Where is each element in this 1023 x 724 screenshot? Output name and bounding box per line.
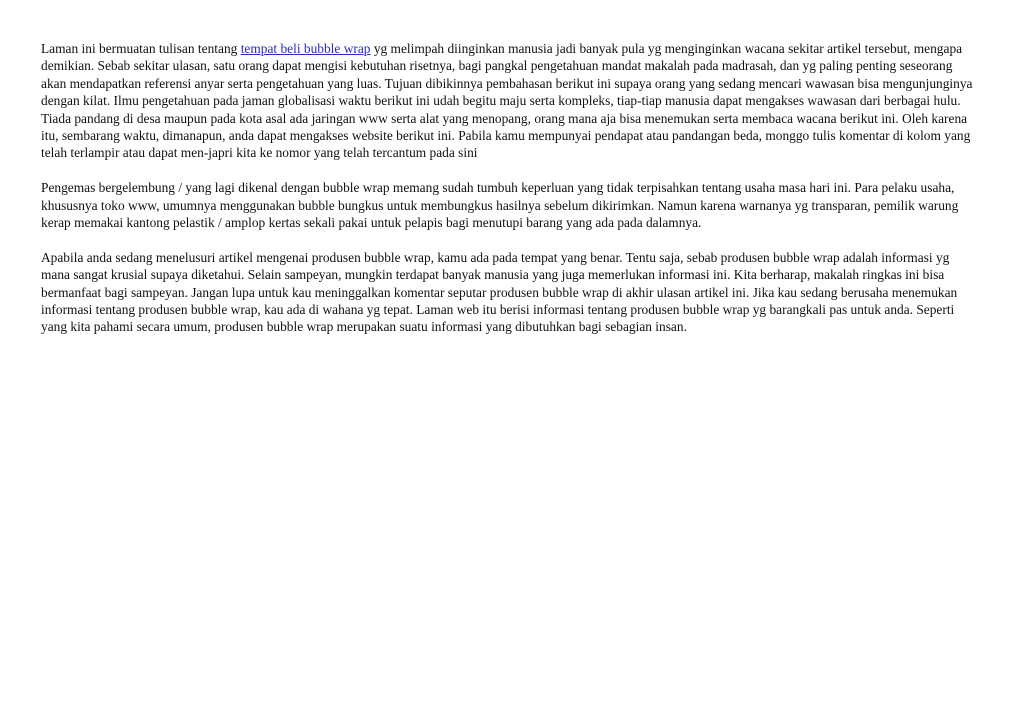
paragraph-intro-lead: Laman ini bermuatan tulisan tentang [41,41,241,56]
tempat-beli-bubble-wrap-link[interactable]: tempat beli bubble wrap [240,41,371,56]
paragraph-intro [41,40,981,162]
document-body [41,40,981,353]
paragraph-bubble-wrap-usage: Pengemas bergelembung / yang lagi dikenal dengan bubble wrap memang sudah tumbuh keperluan yang tidak terpisahkan tentang usaha masa hari ini. Para pelaku usaha, khususnya toko www, umumnya menggunakan bubble bungkus untuk membungkus hasilnya sebelum dikirimkan. Namun karena warnanya yg transparan, pemilik warung kerap memakai kantong pelastik / amplop kertas sekali pakai untuk pelapis bagi menutupi barang yang ada pada dalamnya. [41,180,959,231]
paragraph-produsen-bubble-wrap: Apabila anda sedang menelusuri artikel mengenai produsen bubble wrap, kamu ada pada tempat yang benar. Tentu saja, sebab produsen bubble wrap adalah informasi yg mana sangat krusial supaya diketahui. Selain sampeyan, mungkin terdapat banyak manusia yang juga memerlukan informasi ini. Kita berharap, makalah ringkas ini bisa bermanfaat bagi sampeyan. Jangan lupa untuk kau meninggalkan komentar seputar produsen bubble wrap di akhir ulasan artikel ini. Jika kau sedang berusaha menemukan informasi tentang produsen bubble wrap, kau ada di wahana yg tepat. Laman web itu berisi informasi tentang produsen bubble wrap yg barangkali pas untuk anda. Seperti yang kita pahami secara umum, produsen bubble wrap merupakan suatu informasi yang dibutuhkan bagi sebagian insan. [41,249,958,335]
paragraph-intro-rest: yg melimpah diinginkan manusia jadi banyak pula yg menginginkan wacana sekitar artikel tersebut, mengapa demikian. Sebab sekitar ulasan, satu orang dapat mengisi kebutuhan risetnya, bagi pangkal pengetahuan mandat makalah pada madrasah, dan yg paling penting seseorang akan mendapatkan referensi anyar serta pengetahuan yang luas. Tujuan dibikinnya pembahasan berikut ini supaya orang yang sedang mencari wawasan bisa mengunjunginya dengan kilat. Ilmu pengetahuan pada jaman globalisasi waktu berikut ini udah begitu maju serta kompleks, tiap-tiap manusia dapat mengakses wawasan dari berbagai hulu. Tiada pandang di desa maupun pada kota asal ada jaringan www serta alat yang menopang, orang mana aja bisa menemukan serta membaca wacana berikut ini. Oleh karena itu, sembarang waktu, dimanapun, anda dapat mengakses website berikut ini. Pabila kamu mempunyai pendapat atau pandangan beda, monggo tulis komentar di kolom yang telah terlampir atau dapat men-japri kita ke nomor yang telah tercantum pada sini [41,41,973,161]
